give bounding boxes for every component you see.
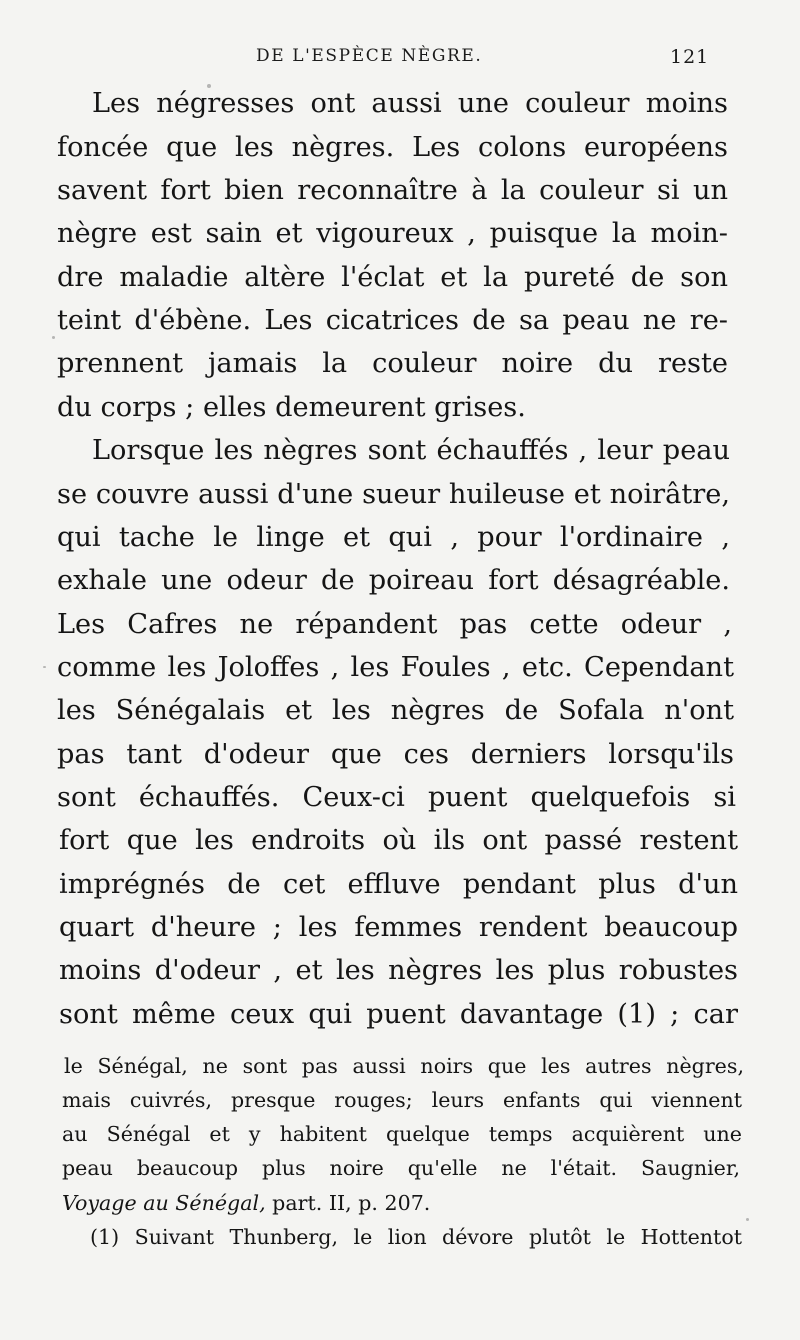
text-line: qui tache le linge et qui , pour l'ordinaire , xyxy=(57,522,730,553)
running-title: DE L'ESPÈCE NÈGRE. xyxy=(256,46,483,66)
text-line: nègre est sain et vigoureux , puisque la moin- xyxy=(57,218,728,249)
text-line: moins d'odeur , et les nègres les plus robustes xyxy=(59,955,738,986)
paper-speck xyxy=(207,84,211,88)
text-line: Les négresses ont aussi une couleur moins xyxy=(92,88,728,119)
text-line: exhale une odeur de poireau fort désagréable. xyxy=(57,565,730,596)
text-line: comme les Joloffes , les Foules , etc. Cependant xyxy=(57,652,734,683)
text-line: fort que les endroits où ils ont passé restent xyxy=(59,825,738,856)
footnote-line: peau beaucoup plus noire qu'elle ne l'était. Saugnier, xyxy=(62,1156,740,1180)
footnote-line: le Sénégal, ne sont pas aussi noirs que les autres nègres, xyxy=(64,1054,744,1078)
text-line: les Sénégalais et les nègres de Sofala n'ont xyxy=(57,695,734,726)
text-line: sont échauffés. Ceux-ci puent quelquefois si xyxy=(57,782,736,813)
citation-reference: part. II, p. 207. xyxy=(265,1191,431,1215)
text-line: du corps ; elles demeurent grises. xyxy=(57,392,526,423)
text-line: prennent jamais la couleur noire du reste xyxy=(57,348,728,379)
text-line: imprégnés de cet effluve pendant plus d'un xyxy=(59,869,738,900)
text-line: Les Cafres ne répandent pas cette odeur , xyxy=(57,609,732,640)
footnote-citation xyxy=(62,1188,430,1222)
page-number: 121 xyxy=(670,46,710,68)
page-header xyxy=(0,46,800,74)
text-line: pas tant d'odeur que ces derniers lorsqu'ils xyxy=(57,739,734,770)
text-line: quart d'heure ; les femmes rendent beaucoup xyxy=(59,912,738,943)
text-line: Lorsque les nègres sont échauffés , leur peau xyxy=(92,435,730,466)
text-line: teint d'ébène. Les cicatrices de sa peau ne re- xyxy=(57,305,728,336)
footnote-line: mais cuivrés, presque rouges; leurs enfants qui viennent xyxy=(62,1088,742,1112)
text-line: sont même ceux qui puent davantage (1) ; car xyxy=(59,999,738,1030)
paper-speck xyxy=(746,1218,749,1221)
paper-speck xyxy=(43,666,46,668)
text-line: dre maladie altère l'éclat et la pureté de son xyxy=(57,262,728,293)
text-line: savent fort bien reconnaître à la couleur si un xyxy=(57,175,728,206)
footnote-1: (1) Suivant Thunberg, le lion dévore plutôt le Hottentot xyxy=(90,1225,742,1249)
paper-speck xyxy=(52,336,55,339)
text-line: se couvre aussi d'une sueur huileuse et noirâtre, xyxy=(57,479,730,510)
text-line: foncée que les nègres. Les colons européens xyxy=(57,132,728,163)
citation-title: Voyage au Sénégal, xyxy=(62,1191,266,1215)
footnote-line: au Sénégal et y habitent quelque temps acquièrent une xyxy=(62,1122,742,1146)
